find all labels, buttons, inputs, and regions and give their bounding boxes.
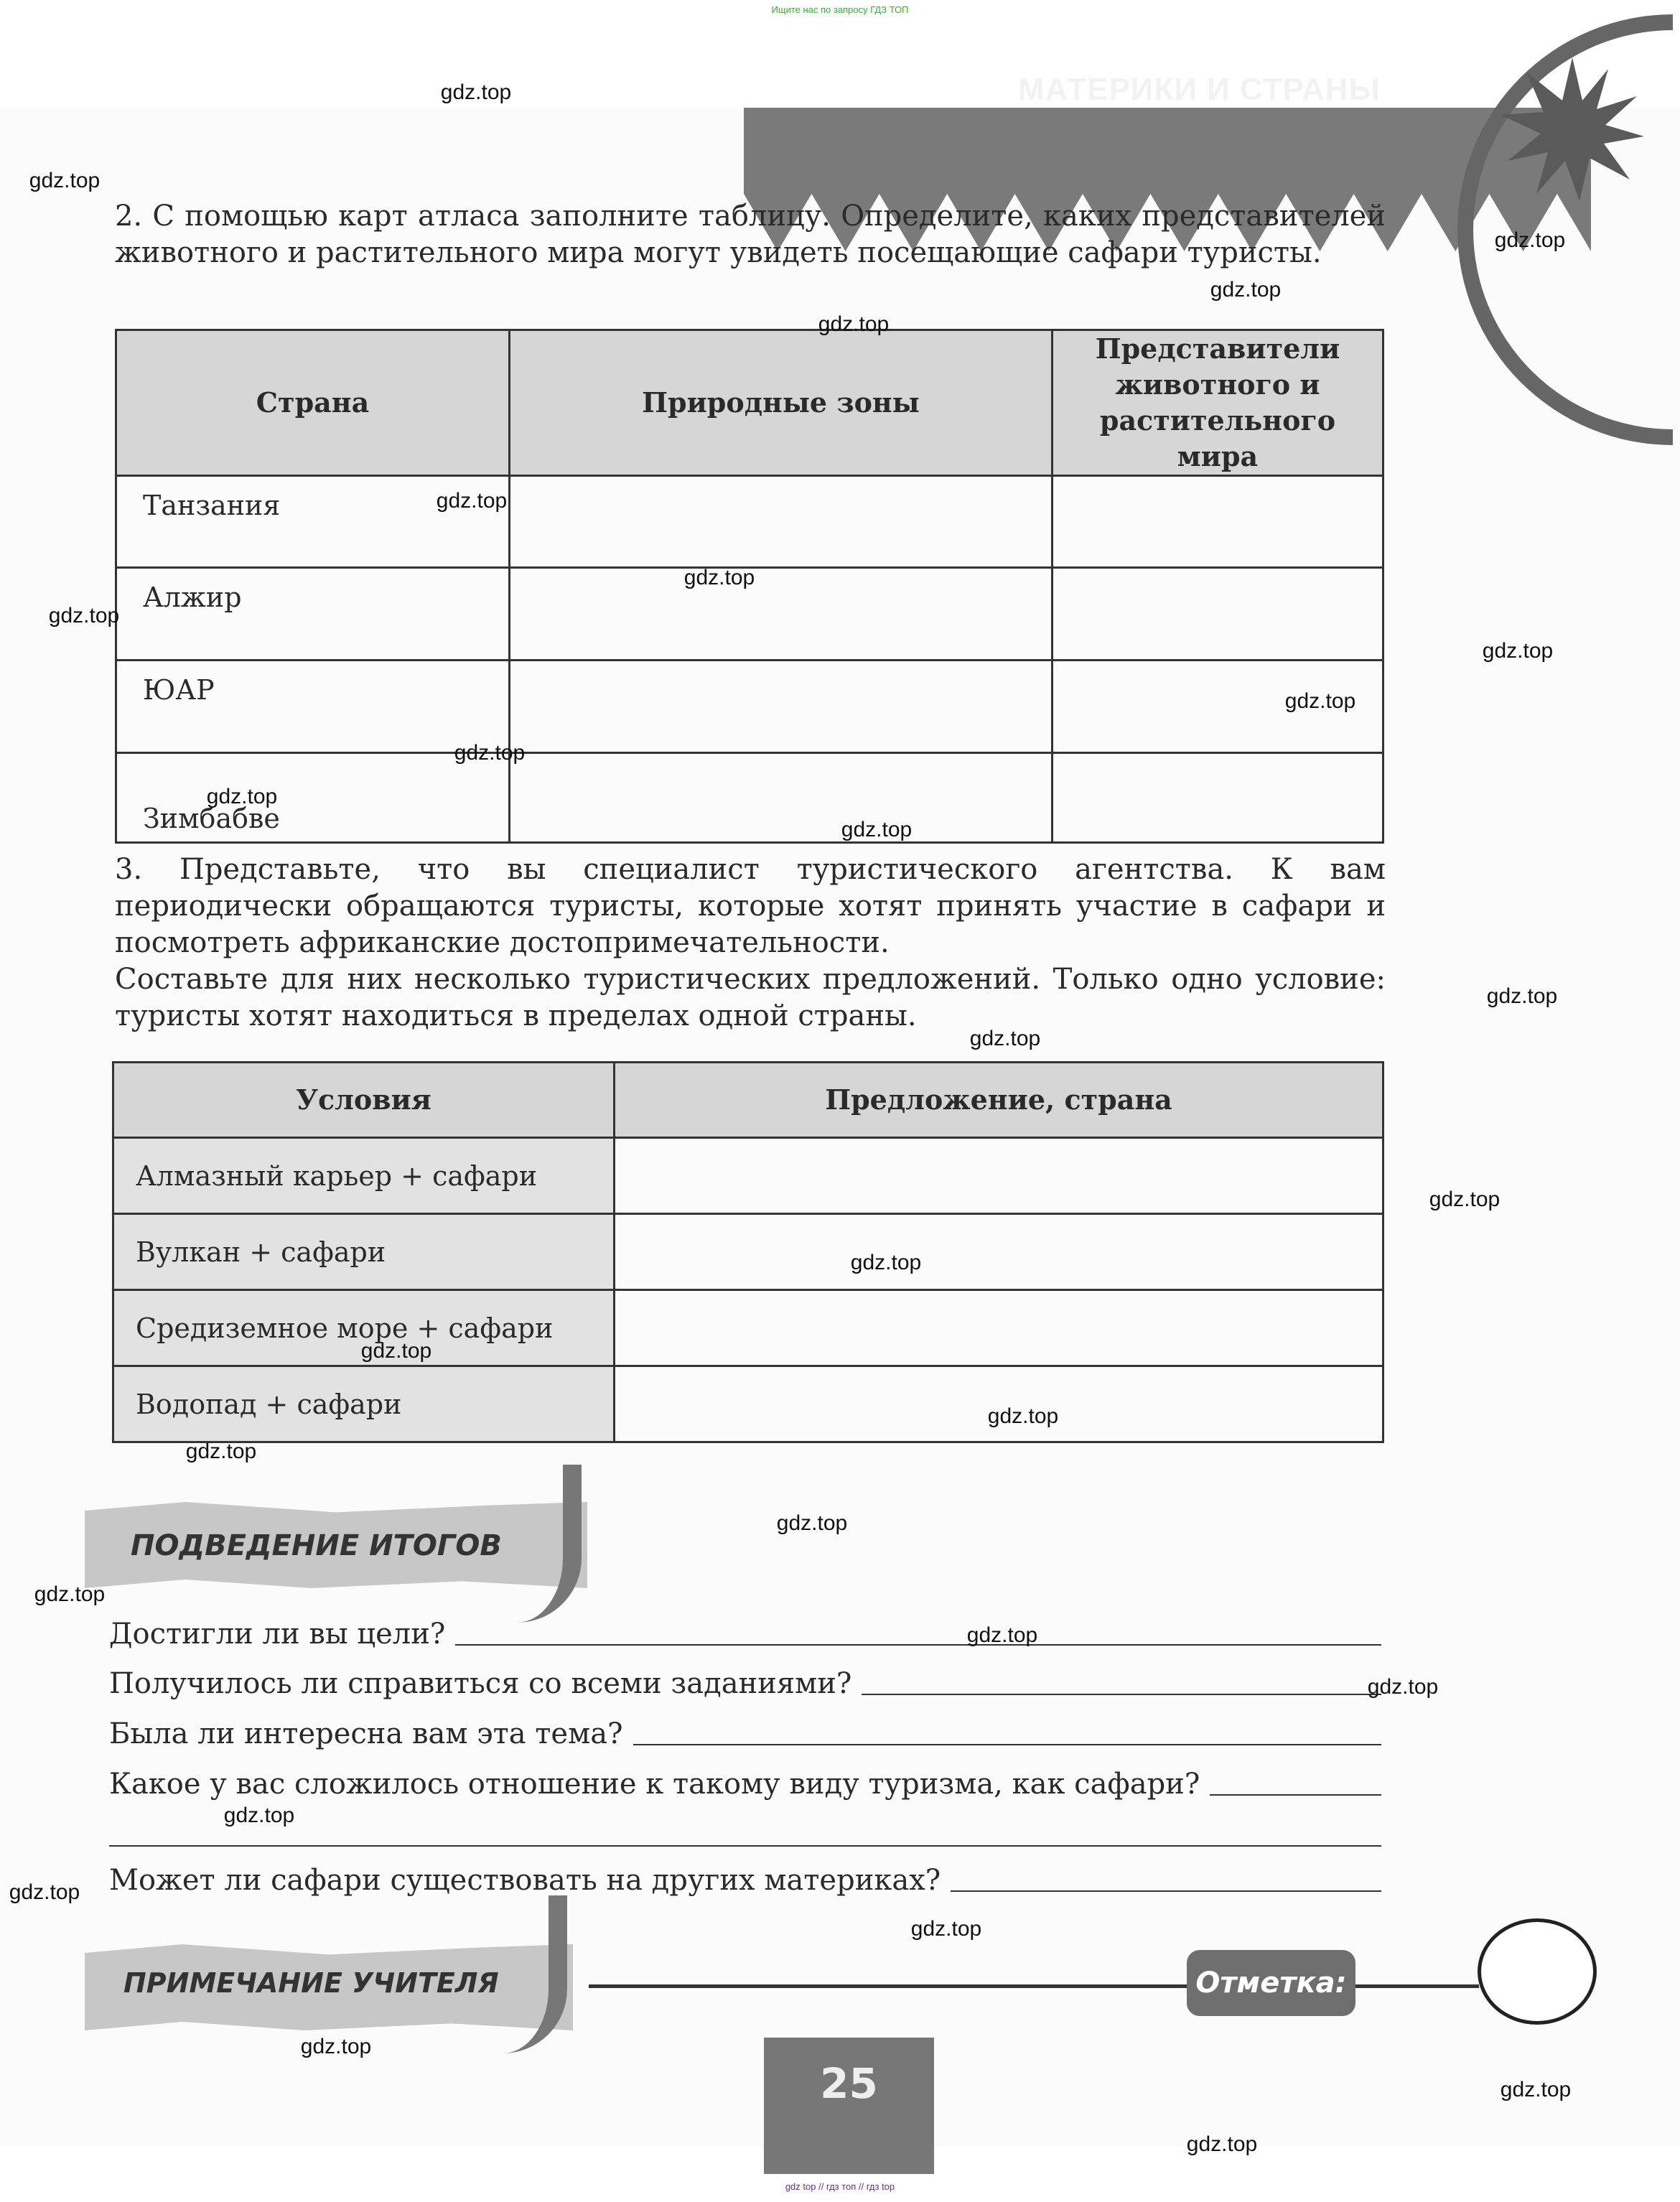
condition-cell: Алмазный карьер + сафари	[113, 1138, 615, 1214]
watermark: gdz.top	[436, 489, 508, 513]
table-row	[113, 1214, 1383, 1290]
teacher-note-title: ПРИМЕЧАНИЕ УЧИТЕЛЯ	[123, 1967, 499, 1999]
watermark: gdz.top	[1482, 639, 1554, 663]
grade-circle[interactable]	[1478, 1918, 1597, 2025]
answer-line[interactable]	[455, 1617, 1381, 1646]
table-row	[116, 753, 1383, 843]
watermark: gdz.top	[776, 1511, 848, 1535]
offer-cell[interactable]	[615, 1214, 1383, 1290]
condition-cell: Водопад + сафари	[113, 1366, 615, 1442]
country-cell: Зимбабве	[116, 753, 510, 843]
question-row	[109, 1863, 1381, 1898]
watermark: gdz.top	[1494, 228, 1566, 252]
watermark: gdz.top	[1210, 278, 1282, 302]
page-number: 25	[764, 2038, 934, 2174]
answer-line[interactable]	[951, 1863, 1381, 1892]
watermark: gdz.top	[223, 1804, 295, 1827]
country-cell: Танзания	[116, 476, 510, 568]
condition-cell: Средиземное море + сафари	[113, 1290, 615, 1366]
watermark: gdz.top	[34, 1582, 106, 1606]
summary-title: ПОДВЕДЕНИЕ ИТОГОВ	[131, 1529, 502, 1562]
task3-condition: Составьте для них несколько туристических предложений. Только одно условие: туристы хотят находиться в пределах одной страны.	[115, 963, 1386, 1032]
watermark: gdz.top	[1486, 984, 1558, 1008]
answer-line[interactable]	[1210, 1767, 1381, 1796]
watermark: gdz.top	[969, 1027, 1041, 1050]
watermark: gdz.top	[440, 80, 512, 104]
grade-label: Отметка:	[1187, 1950, 1355, 2016]
country-cell: ЮАР	[116, 661, 510, 753]
watermark: gdz.top	[1186, 2132, 1258, 2156]
zones-cell[interactable]	[510, 476, 1053, 568]
table-row	[113, 1366, 1383, 1442]
answer-line[interactable]	[109, 1845, 1381, 1847]
watermark: gdz.top	[300, 2035, 372, 2058]
species-cell[interactable]	[1053, 568, 1383, 661]
zones-cell[interactable]	[510, 568, 1053, 661]
table-row	[113, 1138, 1383, 1214]
column-header: Представители животного и растительного мира	[1053, 330, 1383, 476]
watermark: gdz.top	[966, 1623, 1038, 1647]
offer-cell[interactable]	[615, 1138, 1383, 1214]
watermark: gdz.top	[818, 312, 890, 336]
task3-table	[112, 1061, 1384, 1443]
watermark: gdz.top	[185, 1440, 257, 1463]
question-row	[109, 1666, 1381, 1701]
question-row	[109, 1767, 1381, 1801]
zones-cell[interactable]	[510, 661, 1053, 753]
watermark: gdz.top	[360, 1339, 432, 1363]
column-header: Природные зоны	[510, 330, 1053, 476]
task3-text: 3. Представьте, что вы специалист туристического агентства. К вам периодически обращаются туристы, которые хотят принять участие в сафари и посмотреть африканские достопримечательности.	[115, 853, 1386, 959]
watermark: gdz.top	[1500, 2078, 1572, 2101]
column-header: Условия	[113, 1063, 615, 1138]
condition-cell: Вулкан + сафари	[113, 1214, 615, 1290]
watermark: gdz.top	[206, 785, 278, 808]
answer-line[interactable]	[633, 1717, 1381, 1745]
bottom-note: gdz top // гдз топ // гдз top	[785, 2181, 895, 2192]
question-row	[109, 1617, 1381, 1651]
question-text: Какое у вас сложилось отношение к такому виду туризма, как сафари?	[109, 1768, 1200, 1801]
answer-line[interactable]	[862, 1666, 1381, 1695]
country-cell: Алжир	[116, 568, 510, 661]
watermark: gdz.top	[910, 1917, 982, 1941]
watermark: gdz.top	[1429, 1188, 1501, 1211]
table-row	[113, 1290, 1383, 1366]
watermark: gdz.top	[1284, 689, 1356, 713]
question-text: Была ли интересна вам эта тема?	[109, 1717, 623, 1750]
zones-cell[interactable]	[510, 753, 1053, 843]
table-row	[116, 661, 1383, 753]
species-cell[interactable]	[1053, 753, 1383, 843]
watermark: gdz.top	[48, 604, 120, 628]
watermark: gdz.top	[9, 1880, 80, 1904]
watermark: gdz.top	[987, 1404, 1059, 1428]
task2-text: 2. С помощью карт атласа заполните таблицу. Определите, каких представителей животного и растительного мира могут увидеть посещающие сафари туристы.	[115, 200, 1386, 269]
watermark: gdz.top	[850, 1251, 922, 1274]
question-row	[109, 1717, 1381, 1751]
column-header: Предложение, страна	[615, 1063, 1383, 1138]
watermark: gdz.top	[29, 169, 101, 192]
watermark: gdz.top	[1367, 1675, 1439, 1699]
top-banner-note: Ищите нас по запросу ГДЗ ТОП	[771, 4, 909, 15]
watermark: gdz.top	[841, 818, 913, 841]
section-title: МАТЕРИКИ И СТРАНЫ	[1018, 72, 1381, 107]
table-row	[116, 476, 1383, 568]
watermark: gdz.top	[454, 741, 526, 765]
question-text: Может ли сафари существовать на других материках?	[109, 1864, 941, 1897]
question-text: Достигли ли вы цели?	[109, 1618, 446, 1651]
question-text: Получилось ли справиться со всеми заданиями?	[109, 1667, 852, 1700]
watermark: gdz.top	[683, 566, 755, 589]
species-cell[interactable]	[1053, 476, 1383, 568]
column-header: Страна	[116, 330, 510, 476]
offer-cell[interactable]	[615, 1290, 1383, 1366]
